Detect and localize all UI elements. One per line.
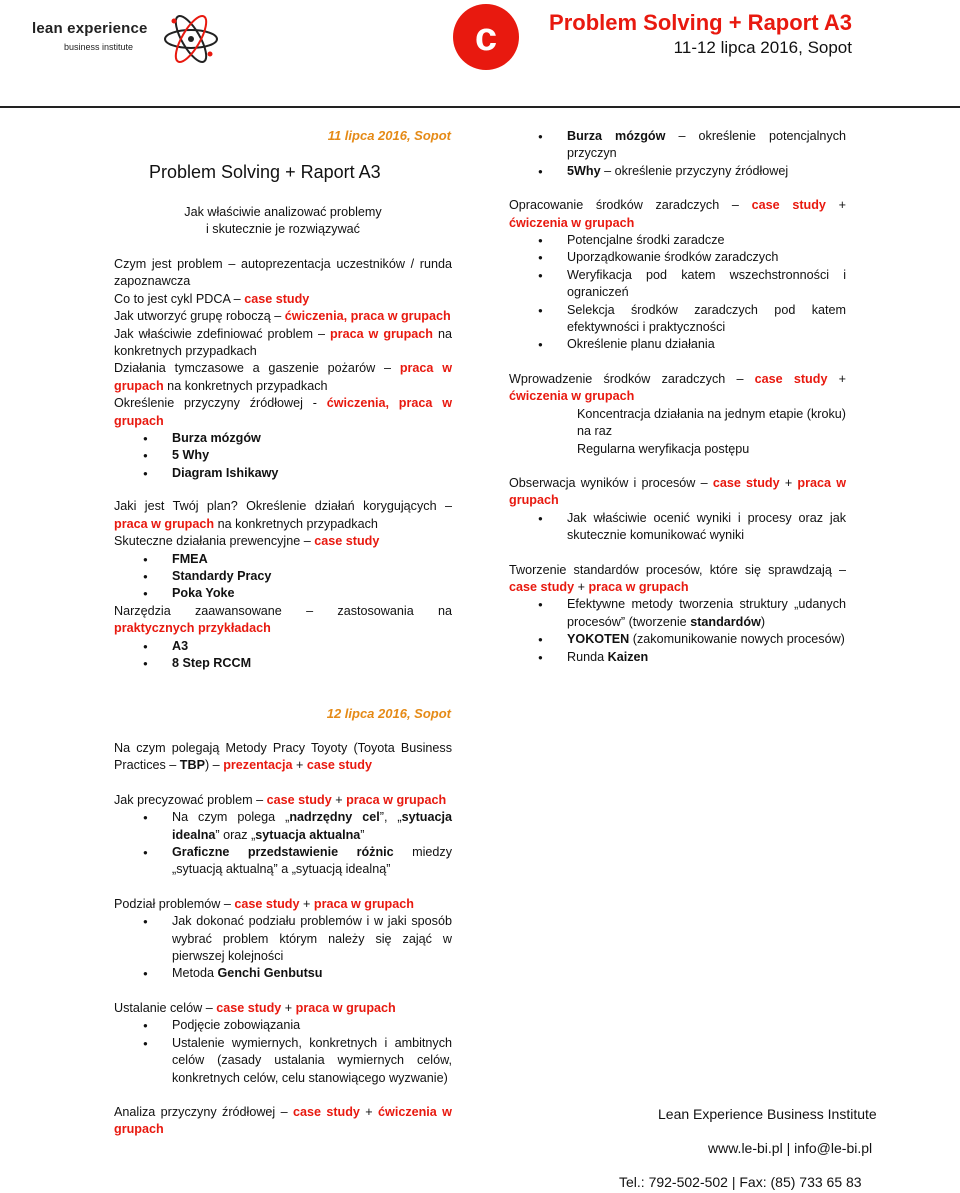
- list-item: [114, 844, 452, 879]
- item-text: Na czym polega „: [172, 810, 290, 825]
- item-method: case study: [712, 475, 780, 490]
- item-text: Jak precyzować problem –: [114, 792, 267, 807]
- item-bold: sytuacja idealna: [172, 810, 452, 842]
- item-bold: Graficzne przedstawienie różnic: [172, 845, 394, 860]
- item-text: Analiza przyczyny źródłowej –: [114, 1104, 293, 1119]
- bullet-list: [114, 1017, 452, 1087]
- program-title: Problem Solving + Raport A3: [149, 162, 381, 182]
- item-method: case study: [266, 792, 332, 807]
- item-text: (zakomunikowanie nowych procesów): [629, 632, 845, 647]
- item-text: Efektywne metody tworzenia struktury „udanych procesów” (tworzenie: [567, 597, 846, 629]
- item-text: ) –: [204, 758, 224, 773]
- item-method: ćwiczenia, praca w grupach: [284, 309, 451, 324]
- item-method: case study: [244, 291, 310, 306]
- item-bold: TBP: [179, 758, 205, 773]
- day2-date: 12 lipca 2016, Sopot: [326, 706, 451, 721]
- item-text: +: [779, 475, 798, 490]
- agenda-item: [114, 256, 452, 291]
- item-text: Podział problemów –: [114, 896, 235, 911]
- item-text: Obserwacja wyników i procesów –: [509, 475, 713, 490]
- bullet-list: [114, 551, 452, 603]
- footer-company-name: Lean Experience Business Institute: [658, 1106, 877, 1122]
- header-divider: [0, 106, 960, 108]
- agenda-item: [114, 326, 452, 361]
- bullet-list: [509, 128, 846, 180]
- list-item: [114, 965, 452, 982]
- item-text: Ustalanie celów –: [114, 1000, 217, 1015]
- day1-date: 11 lipca 2016, Sopot: [327, 128, 451, 143]
- agenda-item: [114, 533, 452, 550]
- day2-agenda: [114, 740, 452, 1139]
- course-badge: c: [453, 4, 519, 70]
- agenda-item: [509, 475, 846, 510]
- item-text: – określenie potencjalnych przyczyn: [567, 129, 847, 161]
- item-bold: nadrzędny cel: [289, 810, 380, 825]
- logo-sub-text: business institute: [64, 42, 134, 52]
- item-text: – określenie przyczyny źródłowej: [600, 163, 789, 178]
- item-method: ćwiczenia w grupach: [509, 215, 635, 230]
- item-text: na konkretnych przypadkach: [114, 326, 452, 359]
- list-item: ● 5 Why: [114, 447, 452, 464]
- item-method: praca w grupach: [509, 475, 846, 508]
- agenda-item: [114, 740, 452, 775]
- item-text: Działania tymczasowe a gaszenie pożarów –: [114, 361, 400, 376]
- item-method: case study: [216, 1000, 282, 1015]
- item-text: na konkretnych przypadkach: [163, 378, 328, 393]
- item-text: +: [825, 198, 846, 213]
- item-method: case study: [306, 758, 372, 773]
- bullet-list: [114, 638, 452, 673]
- item-text: +: [281, 1000, 296, 1015]
- right-agenda: [509, 128, 846, 666]
- agenda-item: [114, 1000, 452, 1017]
- list-item: Regularna weryfikacja postępu: [577, 441, 750, 456]
- list-item: ● Jak dokonać podziału problemów i w jaki sposób wybrać problem którym należy się zająć w pierwszej kolejności: [114, 913, 452, 965]
- list-item: Koncentracja działania na jednym etapie (kroku) na raz: [577, 406, 846, 439]
- list-item: ● Potencjalne środki zaradcze: [509, 232, 846, 249]
- item-text: Metoda: [172, 966, 218, 981]
- bullet-list: [509, 596, 846, 666]
- company-logo: [32, 14, 222, 64]
- item-text: Narzędzia zaawansowane – zastosowania na: [114, 603, 452, 618]
- agenda-item: [114, 360, 452, 395]
- item-text: Wprowadzenie środków zaradczych –: [509, 371, 755, 386]
- item-bold: Genchi Genbutsu: [217, 966, 323, 981]
- item-method: case study: [751, 198, 826, 213]
- item-text: Na czym polegają Metody Pracy Toyoty (Toyota Business Practices –: [114, 741, 452, 773]
- item-text: +: [292, 758, 307, 773]
- item-method: case study: [754, 371, 828, 386]
- agenda-item: [114, 395, 452, 430]
- list-item: ● 8 Step RCCM: [114, 655, 452, 672]
- list-item: ● FMEA: [114, 551, 452, 568]
- agenda-item: [114, 896, 452, 913]
- item-method: praca w grupach: [329, 326, 433, 341]
- header-title: Problem Solving + Raport A3: [549, 10, 852, 35]
- item-method: ćwiczenia w grupach: [509, 389, 635, 404]
- list-item: ● Poka Yoke: [114, 585, 452, 602]
- item-method: praca w grupach: [588, 579, 689, 594]
- bullet-list: [114, 913, 452, 983]
- item-method: case study: [292, 1104, 360, 1119]
- item-method: praca w grupach: [313, 896, 414, 911]
- item-text: Czym jest problem – autoprezentacja uczestników / runda zapoznawcza: [114, 257, 452, 289]
- list-item: ● Ustalenie wymiernych, konkretnych i ambitnych celów (zasady ustalania wymiernych celów, konkretnych celów, celu stanowiącego wyzwanie): [114, 1035, 452, 1087]
- list-item: ● Podjęcie zobowiązania: [114, 1017, 452, 1034]
- item-text: Jak utworzyć grupę roboczą –: [114, 309, 285, 324]
- footer-phone-fax: Tel.: 792-502-502 | Fax: (85) 733 65 83: [619, 1174, 862, 1190]
- item-text: Runda: [567, 649, 608, 664]
- list-item: ● Jak właściwie ocenić wyniki i procesy oraz jak skutecznie komunikować wyniki: [509, 510, 846, 545]
- agenda-item: [114, 1104, 452, 1139]
- list-item: ● Burza mózgów: [114, 430, 452, 447]
- item-method: praca w grupach: [114, 361, 452, 393]
- indented-list: [509, 406, 846, 458]
- item-text: Określenie przyczyny źródłowej -: [114, 396, 327, 411]
- item-method: case study: [234, 896, 300, 911]
- list-item: ● Diagram Ishikawy: [114, 465, 452, 482]
- item-text: ”, „: [379, 810, 402, 825]
- list-item: [114, 809, 452, 844]
- atom-logo-icon: [160, 8, 222, 70]
- item-text: +: [331, 792, 347, 807]
- item-bold: sytuacja aktualna: [255, 827, 361, 842]
- item-text: na konkretnych przypadkach: [214, 516, 378, 531]
- item-bold: standardów: [690, 614, 761, 629]
- header-date: 11-12 lipca 2016, Sopot: [673, 38, 852, 57]
- item-text: Opracowanie środków zaradczych –: [509, 198, 752, 213]
- agenda-item: [114, 603, 452, 638]
- agenda-item: [509, 197, 846, 232]
- bullet-list: [114, 430, 452, 482]
- day1-agenda: [114, 256, 452, 672]
- agenda-item: [509, 562, 846, 597]
- item-text: Skuteczne działania prewencyjne –: [114, 534, 315, 549]
- subtitle-line-1: Jak właściwie analizować problemy: [184, 205, 382, 219]
- list-item: ● Standardy Pracy: [114, 568, 452, 585]
- list-item: [509, 631, 846, 648]
- program-subtitle: [114, 204, 452, 239]
- footer-contact-links: www.le-bi.pl | info@le-bi.pl: [708, 1140, 873, 1156]
- list-item: ● Weryfikacja pod katem wszechstronności i ograniczeń: [509, 267, 846, 302]
- list-item: ● Selekcja środków zaradczych pod katem efektywności i praktyczności: [509, 302, 846, 337]
- agenda-item: [114, 498, 452, 533]
- item-method: ćwiczenia, praca w grupach: [114, 396, 452, 428]
- agenda-item: [114, 308, 452, 325]
- logo-main-text: lean experience: [32, 20, 148, 37]
- list-item: [509, 596, 846, 631]
- agenda-item: [114, 792, 452, 809]
- item-text: miedzy „sytuacją aktualną” a „sytuacją idealną”: [172, 845, 452, 877]
- agenda-item: [509, 371, 846, 406]
- bullet-list: [114, 809, 452, 879]
- bullet-list: [509, 232, 846, 354]
- subtitle-line-2: i skutecznie je rozwiązywać: [206, 222, 360, 237]
- list-item: ● A3: [114, 638, 452, 655]
- list-item: ● Uporządkowanie środków zaradczych: [509, 249, 846, 266]
- item-method: case study: [314, 534, 380, 549]
- item-text: Jaki jest Twój plan? Określenie działań korygujących –: [114, 499, 452, 514]
- item-text: ): [760, 614, 766, 629]
- item-method: praca w grupach: [346, 792, 447, 807]
- item-method: prezentacja: [223, 758, 293, 773]
- item-bold: YOKOTEN: [567, 632, 630, 647]
- item-text: Tworzenie standardów procesów, które się sprawdzają –: [509, 562, 846, 577]
- item-text: ”: [360, 827, 365, 842]
- item-method: ćwiczenia w grupach: [114, 1104, 452, 1137]
- item-text: ” oraz „: [215, 827, 256, 842]
- agenda-item: [114, 291, 452, 308]
- item-method: praca w grupach: [114, 516, 215, 531]
- item-text: +: [299, 896, 314, 911]
- item-text: Co to jest cykl PDCA –: [114, 291, 245, 306]
- item-bold: Kaizen: [607, 649, 649, 664]
- item-method: praktycznych przykładach: [114, 621, 271, 636]
- bullet-list: [509, 510, 846, 545]
- list-item: [509, 128, 846, 163]
- item-text: +: [827, 371, 846, 386]
- item-bold: 5Why: [567, 163, 601, 178]
- list-item: ● Określenie planu działania: [509, 336, 846, 353]
- item-method: praca w grupach: [295, 1000, 396, 1015]
- list-item: [509, 649, 846, 666]
- item-text: Jak właściwie zdefiniować problem –: [114, 326, 330, 341]
- item-bold: Burza mózgów: [567, 129, 666, 143]
- item-text: +: [359, 1104, 379, 1119]
- list-item: [509, 163, 846, 180]
- item-method: case study: [509, 579, 575, 594]
- item-text: +: [574, 579, 589, 594]
